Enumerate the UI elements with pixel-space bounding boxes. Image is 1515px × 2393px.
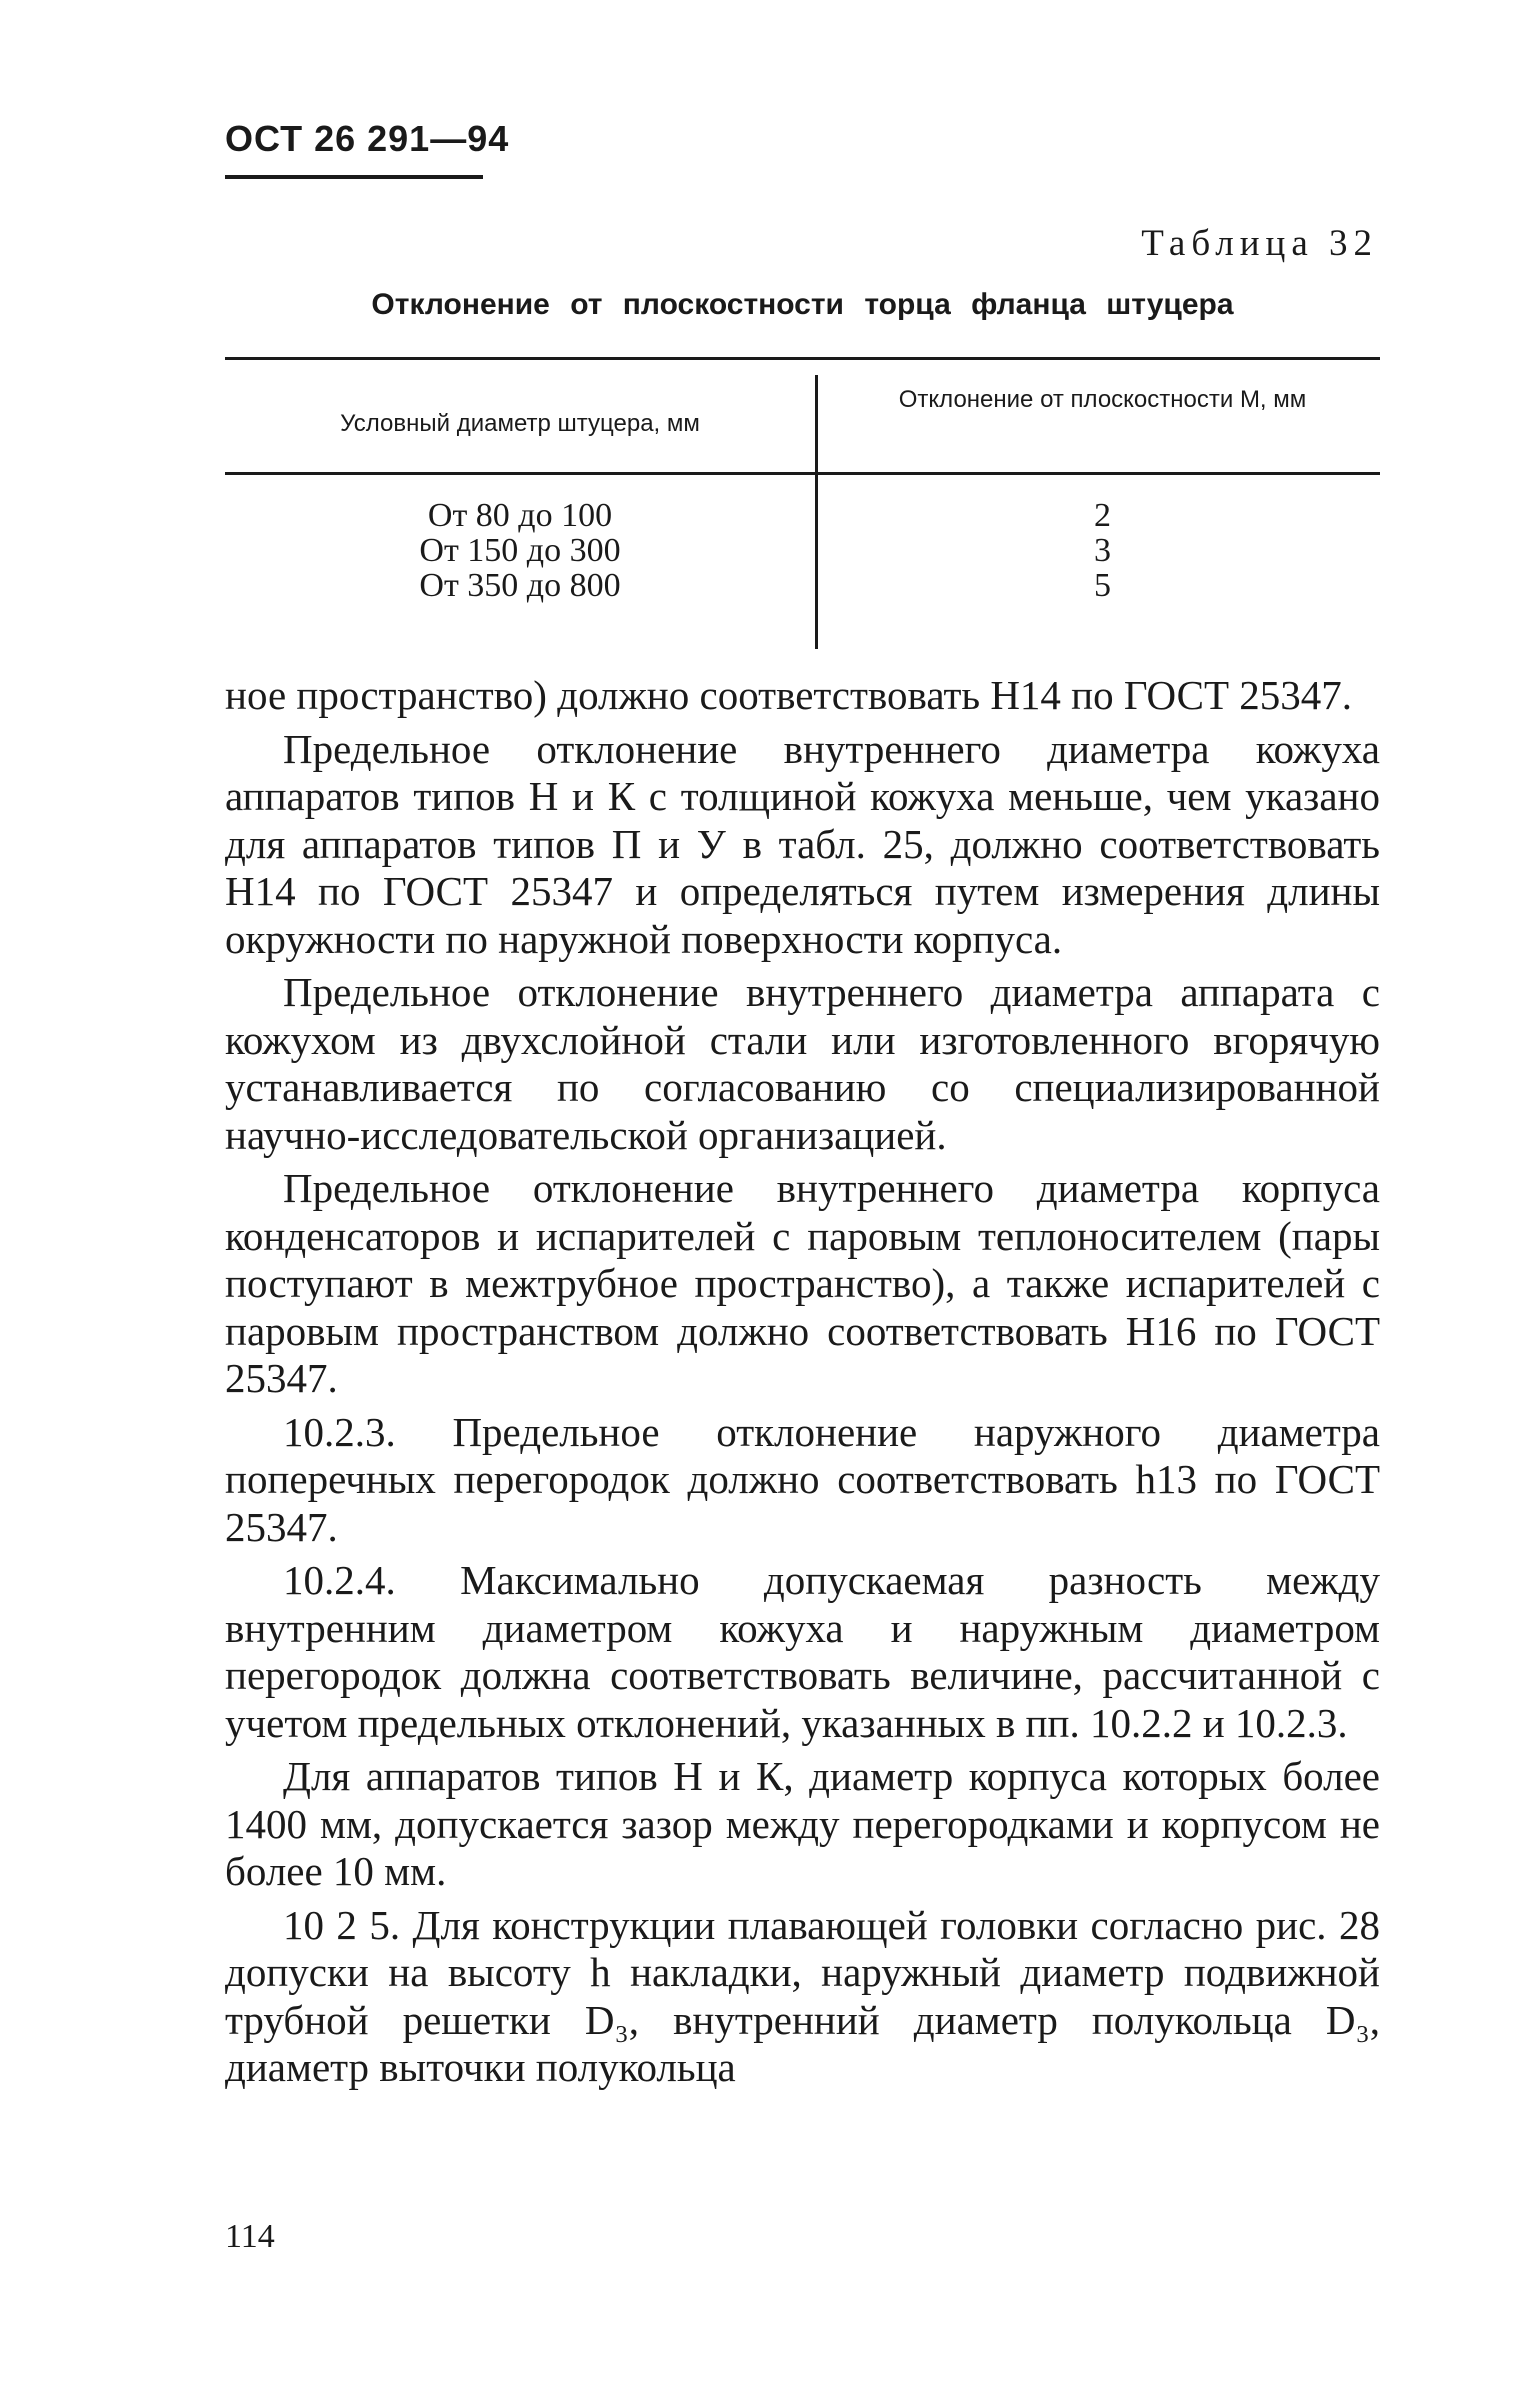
table-cell-deviation: 2 <box>1094 497 1111 534</box>
paragraph: Предельное отклонение внутреннего диаметра корпуса конденсаторов и испарителей с паровым теплоносителем (пары поступают в межтрубное пространство), а также испарителей с паровым пространством должно соответствовать Н16 по ГОСТ 25347. <box>225 1165 1380 1401</box>
page-number: 114 <box>225 2218 275 2255</box>
table-cell-deviation: 3 <box>1094 532 1111 569</box>
column-header-deviation: Отклонение от плоскостности М, мм <box>898 386 1307 413</box>
deviation-column <box>825 498 1380 603</box>
table-cell-diameter: От 150 до 300 <box>419 532 621 569</box>
header-underline <box>225 175 483 179</box>
paragraph: Для аппаратов типов Н и К, диаметр корпуса которых более 1400 мм, допускается зазор между перегородками и корпусом не более 10 мм. <box>225 1753 1380 1894</box>
table-column-divider <box>815 375 818 649</box>
table-header-rule <box>225 472 1380 475</box>
paragraph: Предельное отклонение внутреннего диаметра аппарата с кожухом из двухслойной стали или изготовленного вгорячую устанавливается по согласованию со специализированной научно-исследовательской организацией. <box>225 969 1380 1158</box>
body-text <box>225 672 1380 2098</box>
table-cell-diameter: От 80 до 100 <box>427 497 613 534</box>
diameter-column <box>225 498 815 603</box>
table-cell-deviation: 5 <box>1094 567 1111 604</box>
table-cell-diameter: От 350 до 800 <box>419 567 621 604</box>
paragraph: ное пространство) должно соответствовать Н14 по ГОСТ 25347. <box>225 672 1353 718</box>
paragraph: 10 2 5. Для конструкции плавающей головки согласно рис. 28 допуски на высоту h накладки, наружный диаметр подвижной трубной решетки D₃, внутренний диаметр полукольца D₃, диаметр выточки полукольца <box>225 1901 1380 2090</box>
column-header-diameter: Условный диаметр штуцера, мм <box>340 410 700 437</box>
table-top-rule <box>225 357 1380 360</box>
deviation-table <box>225 357 1380 649</box>
paragraph: 10.2.3. Предельное отклонение наружного диаметра поперечных перегородок должно соответствовать h13 по ГОСТ 25347. <box>225 1408 1380 1550</box>
table-number: Таблица 32 <box>1141 223 1378 264</box>
paragraph: Предельное отклонение внутреннего диаметра кожуха аппаратов типов Н и К с толщиной кожуха меньше, чем указано для аппаратов типов П и У в табл. 25, должно соответствовать Н14 по ГОСТ 25347 и определяться путем измерения длины окружности по наружной поверхности корпуса. <box>225 725 1380 962</box>
standard-code: ОСТ 26 291—94 <box>225 118 510 159</box>
paragraph: 10.2.4. Максимально допускаемая разность между внутренним диаметром кожуха и наружным диаметром перегородок должна соответствовать величине, рассчитанной с учетом предельных отклонений, указанных в пп. 10.2.2 и 10.2.3. <box>225 1557 1380 1746</box>
table-title: Отклонение от плоскостности торца фланца штуцера <box>371 288 1234 321</box>
